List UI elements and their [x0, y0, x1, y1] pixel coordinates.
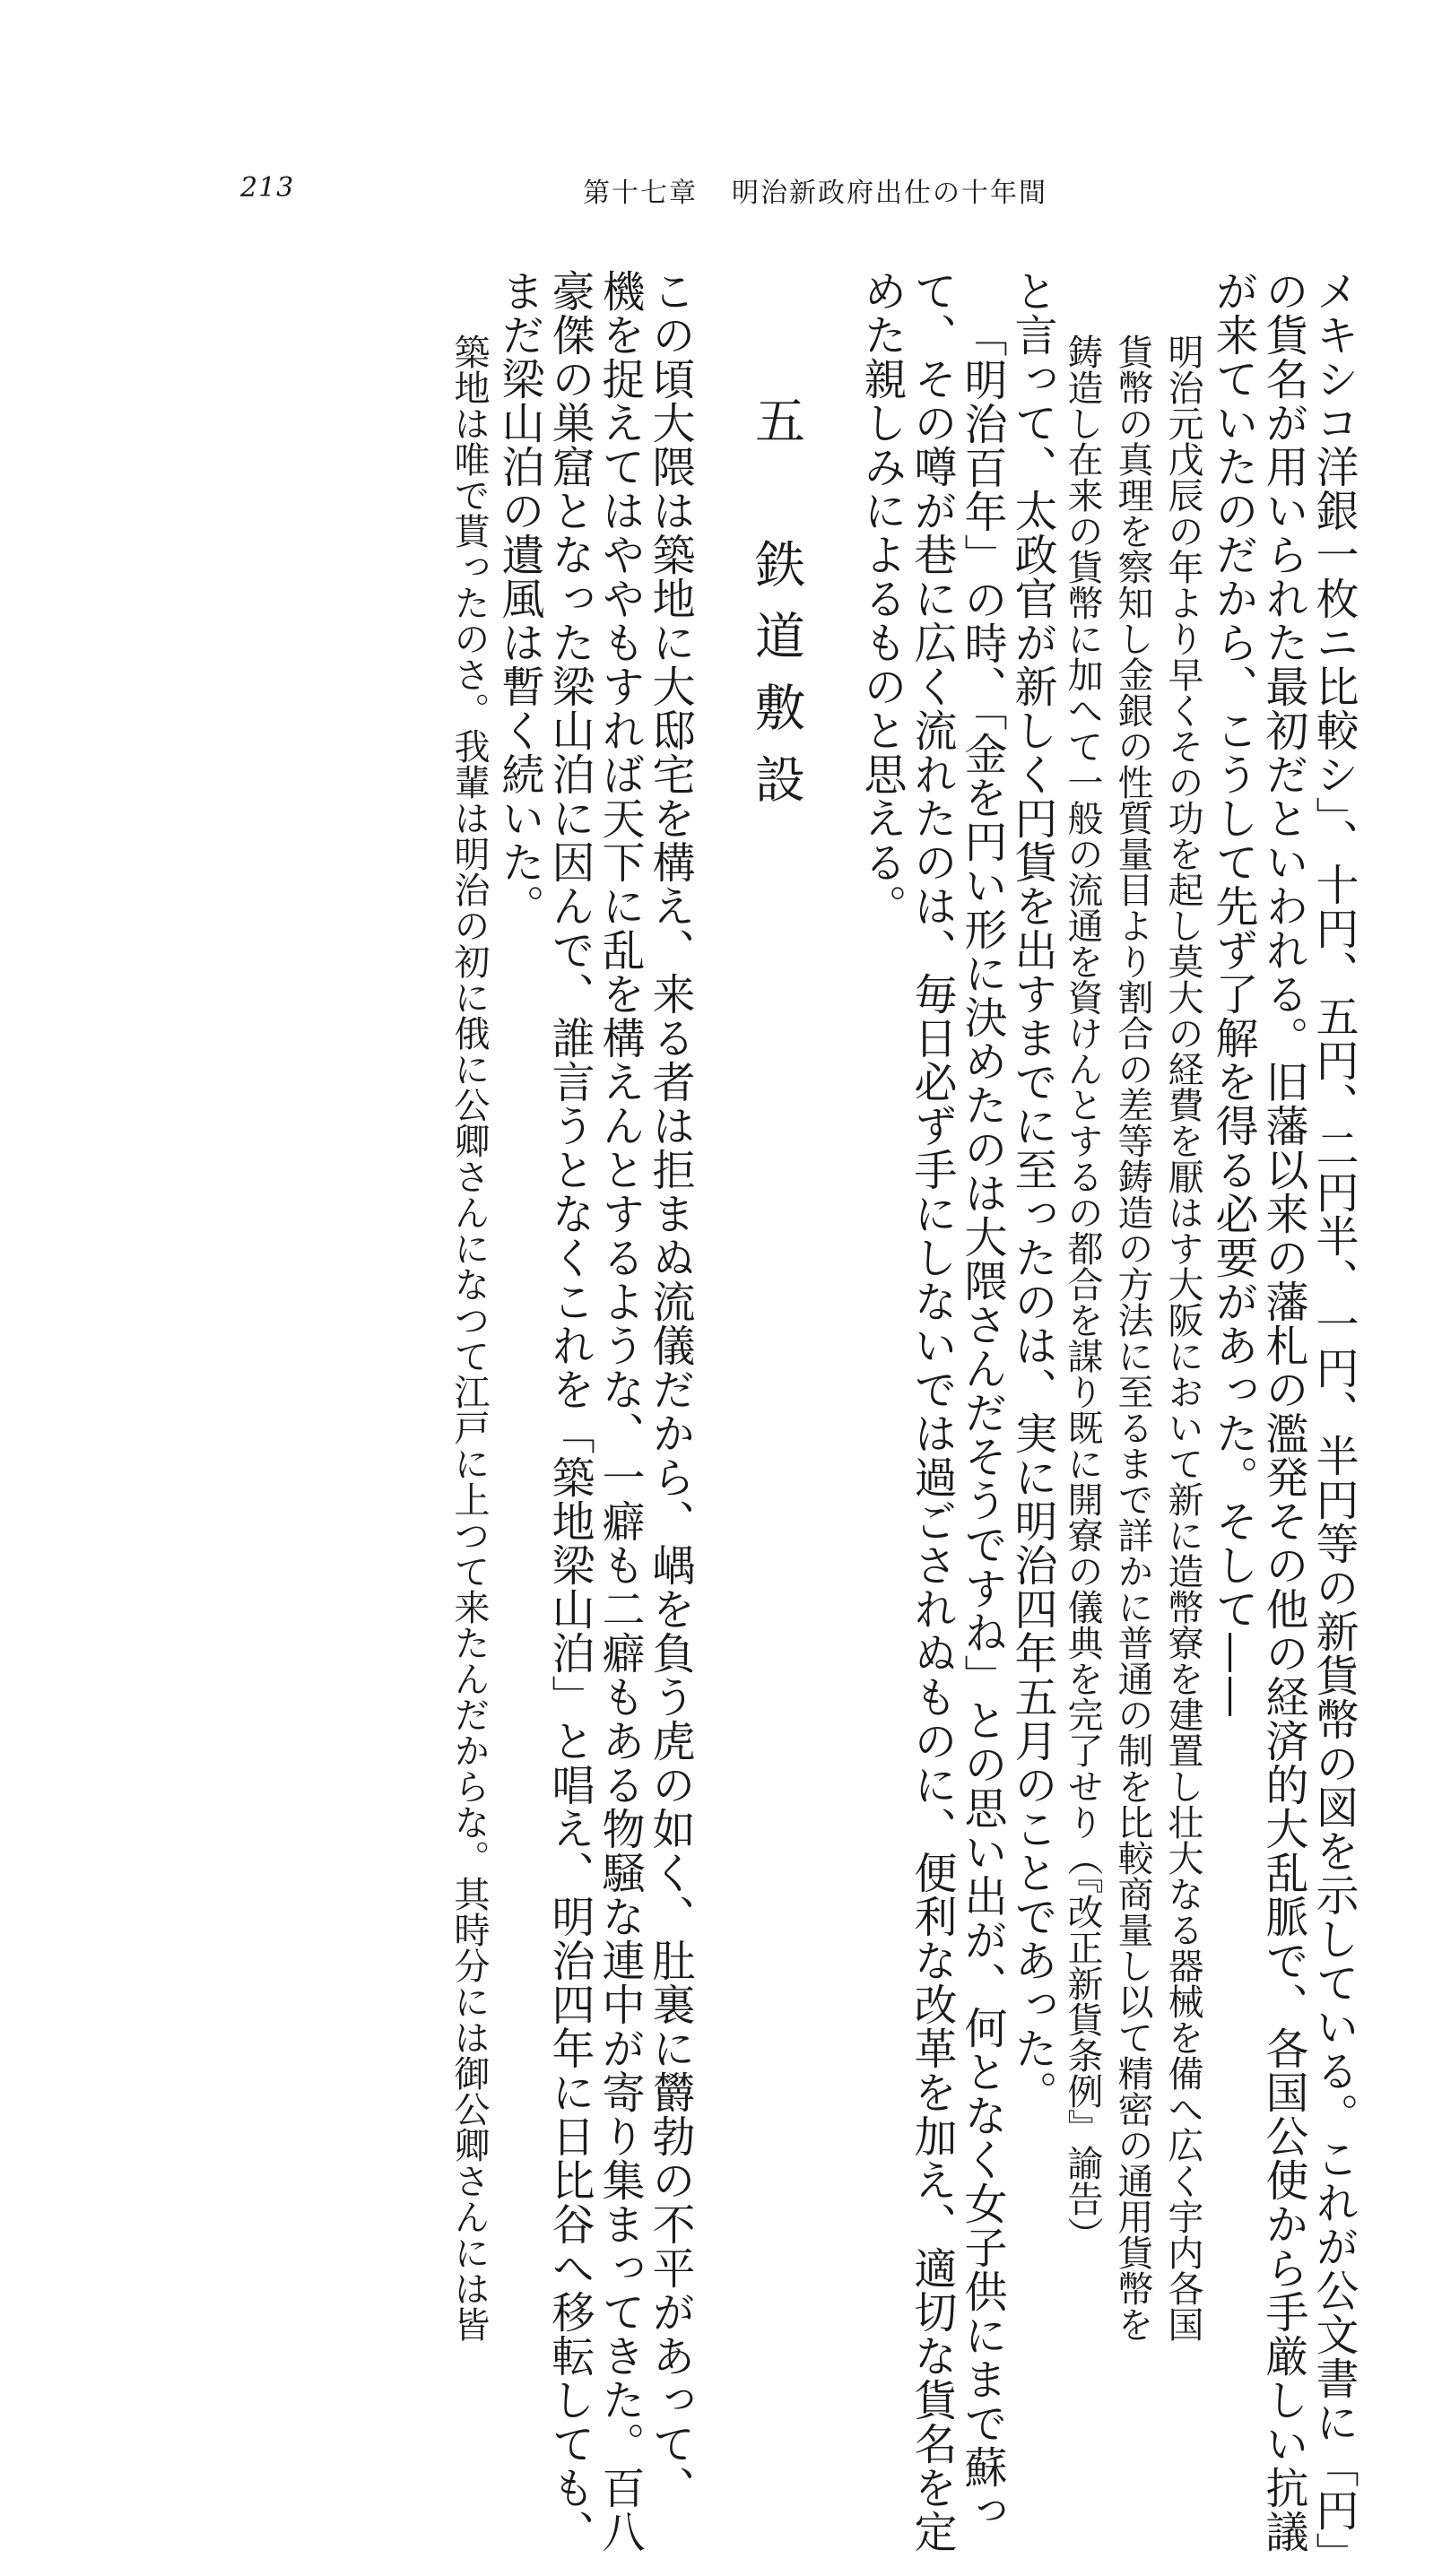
chapter-title: 明治新政府出仕の十年間 [732, 178, 1047, 209]
text-line: めた親しみによるものと思える。 [856, 269, 907, 928]
running-header [583, 170, 1047, 210]
text-line: この頃大隈は築地に大邸宅を構え、来る者は拒まぬ流儀だから、嵎を負う虎の如く、肚裏に欝勃の不平があって、 [645, 269, 695, 2510]
text-line: て、その噂が巷に広く流れたのは、毎日必ず手にしないでは過ごされぬものに、便利な改革を加え、適切な貨名を定 [907, 269, 957, 2554]
chapter-label: 第十七章 [583, 178, 698, 209]
quote-line: 築地は唯で貰ったのさ。我輩は明治の初に俄に公卿さんになつて江戸に上つて来たんだからな。其時分には御公卿さんには皆 [448, 334, 490, 2342]
text-line: が来ていたのだから、こうして先ず了解を得る必要があった。そして—— [1208, 269, 1258, 1719]
text-line: の貨名が用いられた最初だといわれる。旧藩以来の藩札の濫発その他の経済的大乱脈で、各国公使から手厳しい抗議 [1258, 269, 1308, 2554]
text-line: 機を捉えてはややもすれば天下に乱を構えんとするような、一癖も二癖もある物騒な連中が寄り集まってきた。百八 [595, 269, 645, 2554]
text-line: と言って、太政官が新しく円貨を出すまでに至ったのは、実に明治四年五月のことであった。 [1007, 269, 1057, 2114]
quote-line: 貨幣の真理を察知し金銀の性質量目より割合の差等鋳造の方法に至るまで詳かに普通の制を比較商量し以て精密の通用貨幣を [1112, 334, 1153, 2342]
text-line: まだ梁山泊の遺風は暫く続いた。 [494, 269, 544, 928]
quote-line: 明治元戊辰の年より早くその功を起し莫大の経費を厭はす大阪において新に造幣寮を建置し壮大なる器械を備へ広く宇内各国 [1162, 334, 1203, 2342]
page-number: 213 [240, 172, 295, 204]
section-heading: 五 鉄道敷設 [747, 395, 805, 825]
quote-line: 鋳造し在来の貨幣に加へて一般の流通を資けんとするの都合を謀り既に開寮の儀典を完了せり（『改正新貨条例』諭告） [1062, 334, 1103, 2252]
text-line: 「明治百年」の時、「金を円い形に決めたのは大隈さんだそうですね」との思い出が、何となく女子供にまで蘇っ [957, 314, 1007, 2533]
body-text [193, 269, 1359, 2576]
text-line: メキシコ洋銀一枚ニ比較シ」、十円、五円、二円半、一円、半円等の新貨幣の図を示している。これが公文書に「円」 [1308, 269, 1359, 2576]
text-line: 豪傑の巣窟となった梁山泊に因んで、誰言うとなくこれを「築地梁山泊」と唱え、明治四年に日比谷へ移転しても、 [544, 269, 595, 2554]
